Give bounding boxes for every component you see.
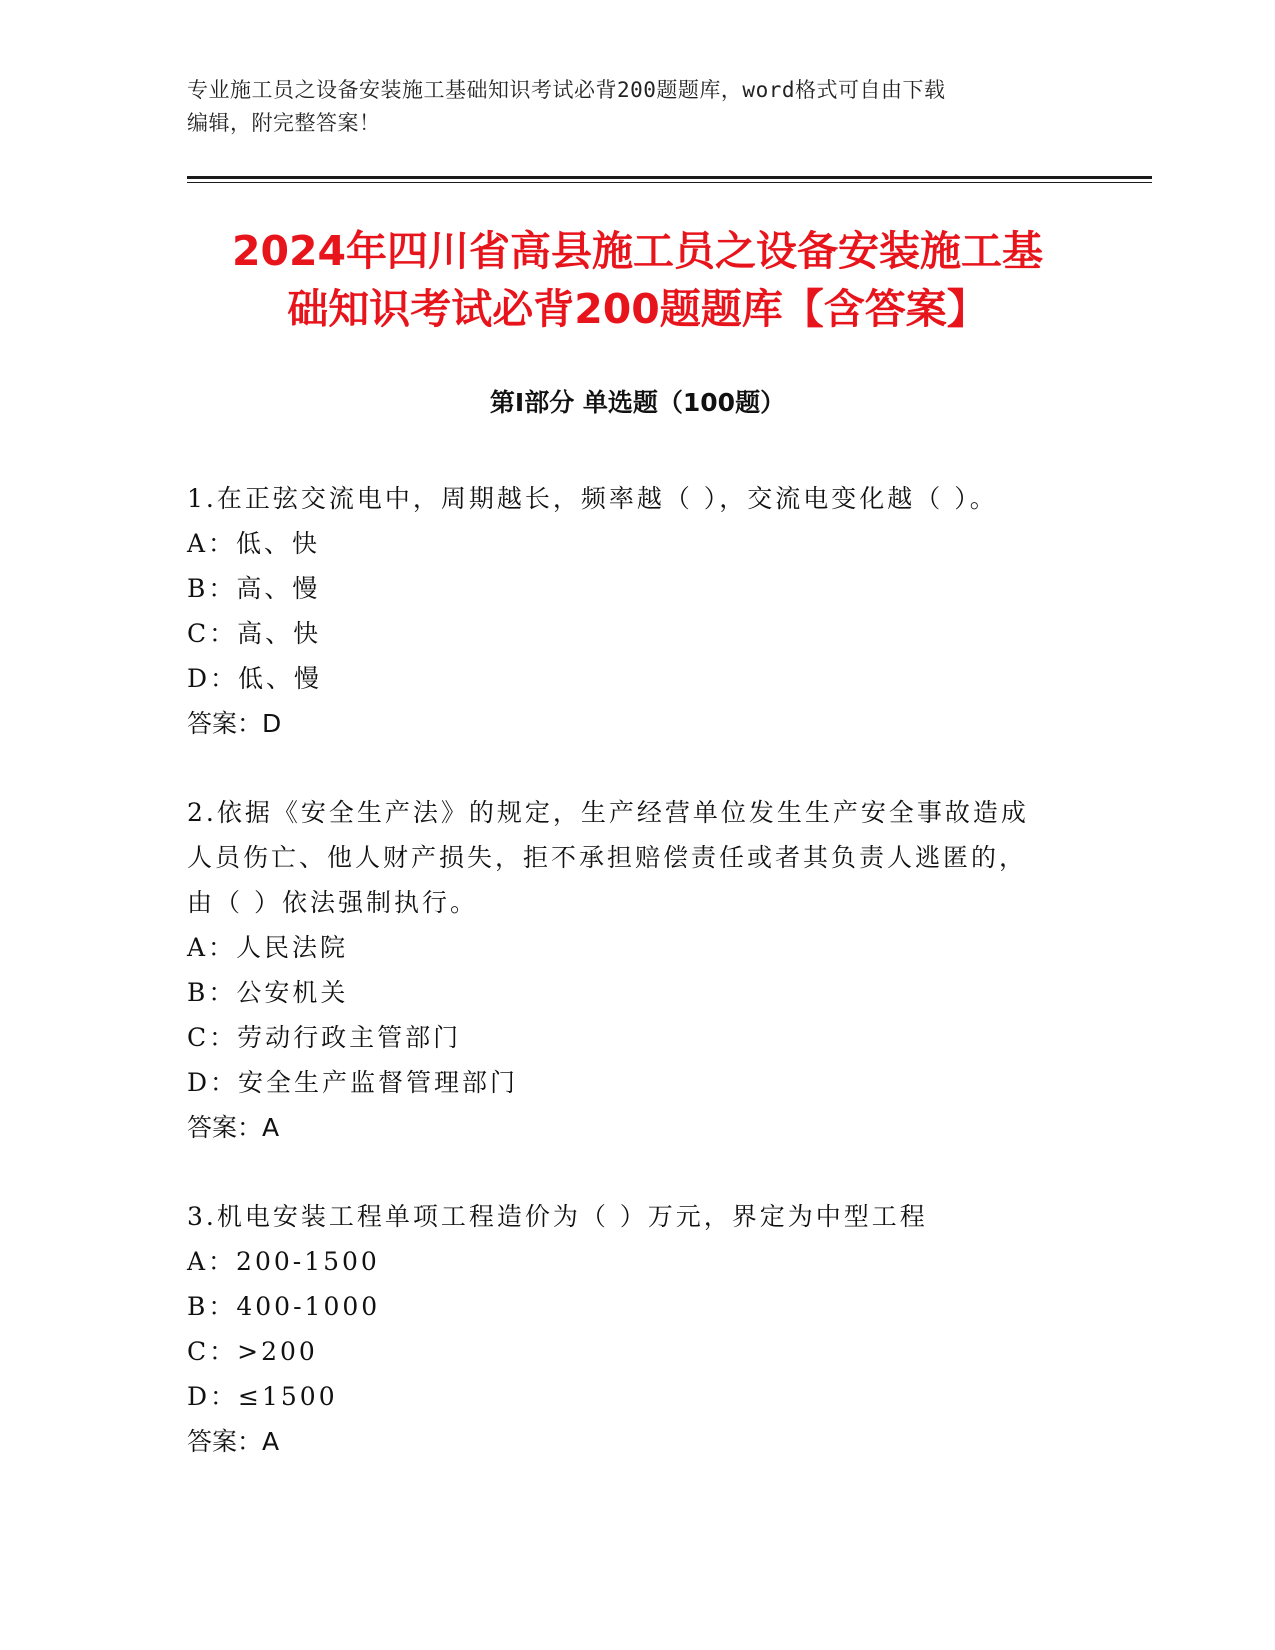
document-title-line-1: 2024年四川省高县施工员之设备安装施工基	[231, 227, 1044, 275]
option-b: B：公安机关	[187, 978, 349, 1007]
question-list	[187, 476, 1077, 1508]
header-divider-thick	[187, 176, 1152, 179]
answer-line: 答案：D	[187, 709, 282, 738]
section-heading: 第Ⅰ部分 单选题（100题）	[489, 388, 786, 417]
question-stem: 1.在正弦交流电中，周期越长，频率越（ ），交流电变化越（ ）。	[187, 484, 998, 513]
option-d: D：低、慢	[187, 664, 323, 693]
page-header	[187, 74, 1087, 140]
option-c: C：劳动行政主管部门	[187, 1023, 462, 1052]
option-a: A：人民法院	[187, 933, 349, 962]
answer-line: 答案：A	[187, 1113, 280, 1142]
option-d: D：≤1500	[187, 1382, 338, 1411]
document-title-line-2: 础知识考试必背200题题库【含答案】	[287, 285, 988, 333]
question-stem: 3.机电安装工程单项工程造价为（ ）万元，界定为中型工程	[187, 1202, 928, 1231]
question-stem: 人员伤亡、他人财产损失，拒不承担赔偿责任或者其负责人逃匿的，	[187, 843, 1028, 872]
question-stem: 由（ ）依法强制执行。	[187, 888, 478, 917]
question-stem: 2.依据《安全生产法》的规定，生产经营单位发生生产安全事故造成	[187, 798, 1029, 827]
document-title	[150, 222, 1125, 338]
question-3	[187, 1194, 1077, 1464]
header-divider-thin	[187, 182, 1152, 183]
option-b: B：400-1000	[187, 1292, 381, 1321]
question-1	[187, 476, 1077, 746]
option-c: C：高、快	[187, 619, 322, 648]
option-d: D：安全生产监督管理部门	[187, 1068, 519, 1097]
header-line-2: 编辑，附完整答案！	[187, 111, 381, 135]
option-a: A：低、快	[187, 529, 321, 558]
option-c: C：>200	[187, 1337, 318, 1366]
question-2	[187, 790, 1077, 1150]
option-b: B：高、慢	[187, 574, 321, 603]
answer-line: 答案：A	[187, 1427, 280, 1456]
header-line-1: 专业施工员之设备安装施工基础知识考试必背200题题库，word格式可自由下载	[187, 78, 946, 102]
option-a: A：200-1500	[187, 1247, 380, 1276]
